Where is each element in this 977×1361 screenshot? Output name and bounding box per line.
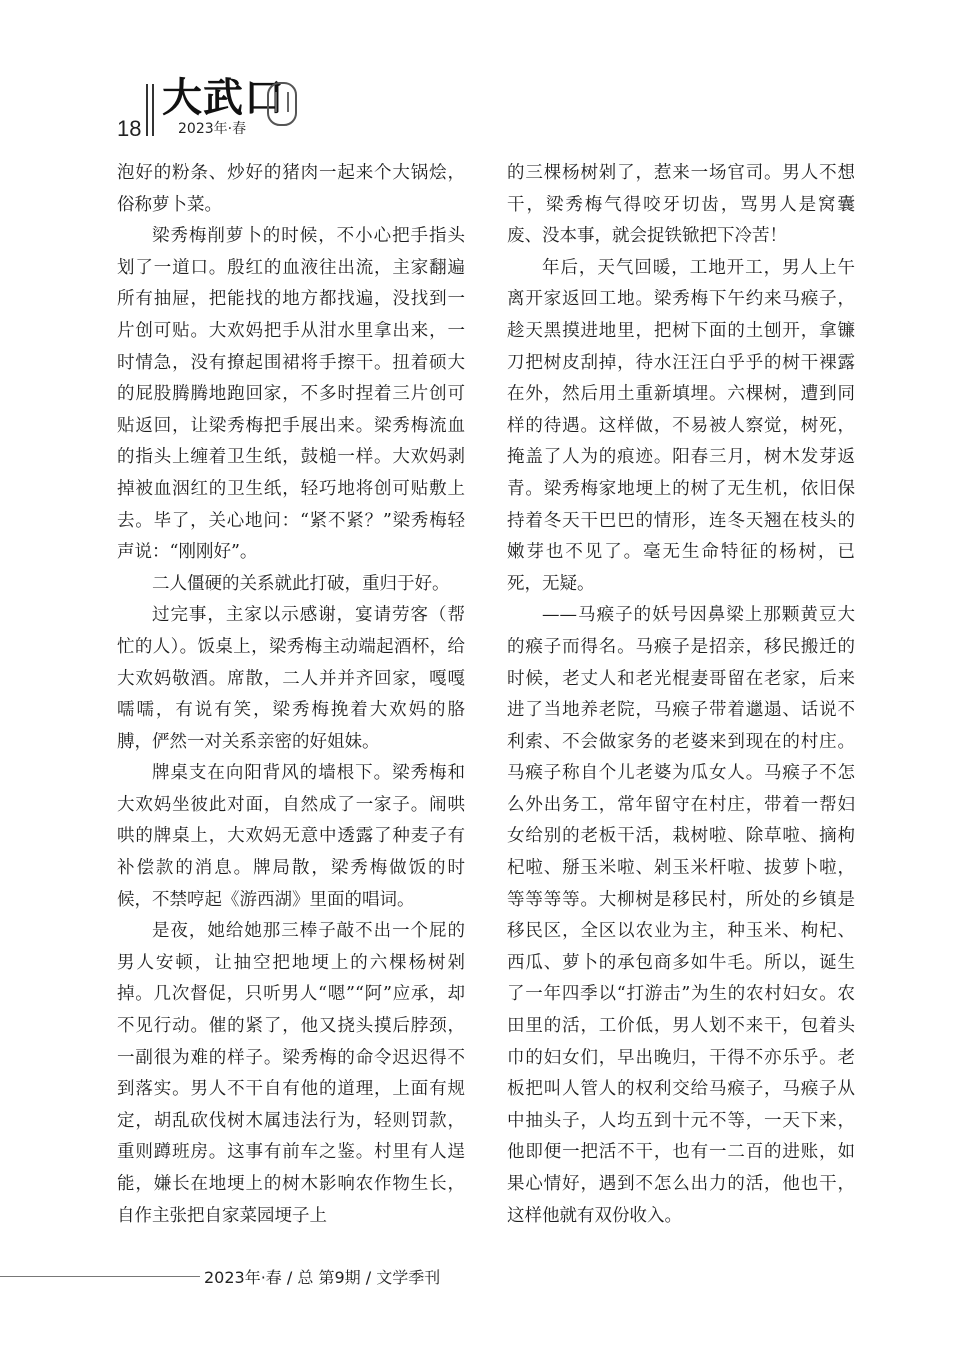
page-number: 18: [117, 116, 142, 141]
header-divider: [152, 84, 154, 136]
paragraph: ——马瘊子的妖号因鼻梁上那颗黄豆大的瘊子而得名。马瘊子是招亲，移民搬迁的时候，老丈人和老光棍妻哥留在老家，后来进了当地养老院，马瘊子带着邋遢、话说不利索、不会做家务的老婆来到现在的村庄。马瘊子称自个儿老婆为瓜女人。马瘊子不怎么外出务工，常年留守在村庄，带着一帮妇女给别的老板干活，栽树啦、除草啦、摘枸杞啦、掰玉米啦、剁玉米杆啦、拔萝卜啦，等等等等。大柳树是移民村，所处的乡镇是移民区，全区以农业为主，种玉米、枸杞、西瓜、萝卜的承包商多如牛毛。所以，诞生了一年四季以“打游击”为生的农村妇女。农田里的活，工价低，男人划不来干，包着头巾的妇女们，早出晚归，干得不亦乐乎。老板把叫人管人的权利交给马瘊子，马瘊子从中抽头子，人均五到十元不等，一天下来，他即便一把活不干，也有一二百的进账，如果心情好，遇到不怎么出力的活，他也干，这样他就有双份收入。: [507, 605, 855, 1226]
paragraph: 的三棵杨树剁了，惹来一场官司。男人不想干，梁秀梅气得咬牙切齿，骂男人是窝囊废、没本事，就会捉铁锨把下冷苦！: [507, 163, 855, 247]
page-footer: 2023年·春 / 总 第9期 / 文学季刊: [204, 1268, 441, 1287]
issue-label: 2023年·春: [178, 121, 247, 137]
paragraph: 梁秀梅削萝卜的时候，不小心把手指头划了一道口。殷红的血液往出流，主家翻遍所有抽屉，把能找的地方都找遍，没找到一片创可贴。大欢妈把手从泔水里拿出来，一时情急，没有撩起围裙将手擦干。扭着硕大的屁股腾腾地跑回家，不多时捏着三片创可贴返回，让梁秀梅把手展出来。梁秀梅流血的指头上缠着卫生纸，鼓槌一样。大欢妈剥掉被血洇红的卫生纸，轻巧地将创可贴敷上去。毕了，关心地问：“紧不紧？”梁秀梅轻声说：“刚刚好”。: [117, 226, 465, 563]
header-divider: [146, 84, 148, 136]
left-text-column: [117, 158, 465, 1232]
paragraph: 是夜，她给她那三棒子敲不出一个屁的男人安顿，让抽空把地埂上的六棵杨树剁掉。几次督促，只听男人“嗯”“阿”应承，却不见行动。催的紧了，他又挠头摸后脖颈，一副很为难的样子。梁秀梅的命令迟迟得不到落实。男人不干自有他的道理，上面有规定，胡乱砍伐树木属违法行为，轻则罚款，重则蹲班房。这事有前车之鉴。村里有人逞能，嫌长在地埂上的树木影响农作物生长，自作主张把自家菜园埂子上: [117, 921, 465, 1226]
footer-rule: [0, 1276, 200, 1277]
magazine-masthead: 大武口: [162, 75, 285, 121]
seal-logo-icon: [267, 82, 297, 126]
paragraph: 牌桌支在向阳背风的墙根下。梁秀梅和大欢妈坐彼此对面，自然成了一家子。闹哄哄的牌桌上，大欢妈无意中透露了种麦子有补偿款的消息。牌局散，梁秀梅做饭的时候，不禁哼起《游西湖》里面的唱词。: [117, 763, 465, 910]
paragraph: 过完事，主家以示感谢，宴请劳客（帮忙的人）。饭桌上，梁秀梅主动端起酒杯，给大欢妈敬酒。席散，二人并并齐回家，嘎嘎嚅嚅，有说有笑，梁秀梅挽着大欢妈的胳膊，俨然一对关系亲密的好姐妹。: [117, 605, 465, 752]
paragraph: 二人僵硬的关系就此打破，重归于好。: [152, 573, 450, 594]
paragraph: 年后，天气回暖，工地开工，男人上午离开家返回工地。梁秀梅下午约来马瘊子，趁天黑摸进地里，把树下面的土刨开，拿镰刀把树皮刮掉，待水汪汪白乎乎的树干裸露在外，然后用土重新填埋。六棵树，遭到同样的待遇。这样做，不易被人察觉，树死，掩盖了人为的痕迹。阳春三月，树木发芽返青。梁秀梅家地埂上的树了无生机，依旧保持着冬天干巴巴的情形，连冬天翘在枝头的嫩芽也不见了。毫无生命特征的杨树，已死，无疑。: [507, 257, 855, 594]
paragraph: 泡好的粉条、炒好的猪肉一起来个大锅烩，俗称萝卜菜。: [117, 163, 465, 215]
right-text-column: [507, 158, 855, 1232]
page-header: [0, 0, 977, 150]
